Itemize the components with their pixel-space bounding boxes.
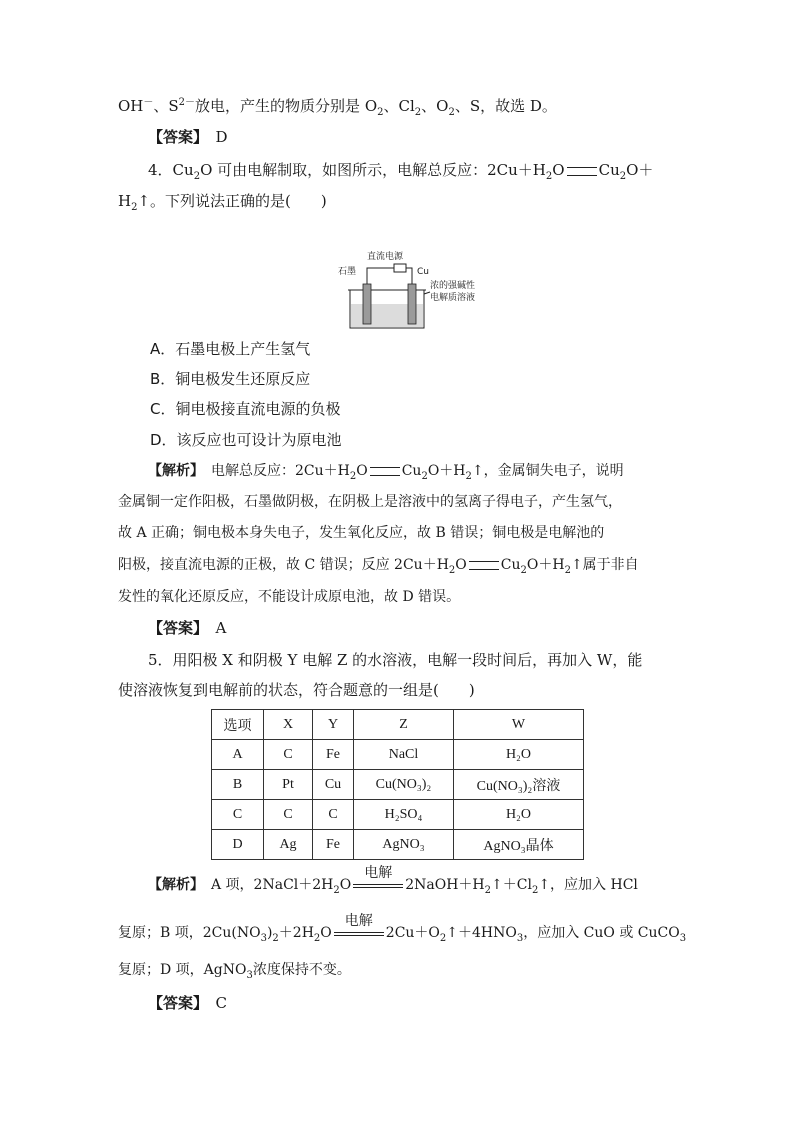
table-row — [212, 830, 584, 860]
q4-option-c: C．铜电极接直流电源的负极 — [150, 400, 341, 418]
answer-3: 【答案】 D — [148, 128, 228, 146]
q4-stem-line2: $H_2↑$。下列说法正确的是( ) — [118, 192, 327, 213]
table-cell: A — [212, 740, 264, 770]
q5-analysis-line3: 复原；D 项，AgNO$_3$浓度保持不变。 — [118, 962, 351, 981]
table-header: W — [454, 710, 584, 740]
graphite-electrode — [363, 284, 371, 324]
answer-4: 【答案】 A — [148, 619, 227, 637]
table-cell: D — [212, 830, 264, 860]
table-cell: Pt — [264, 770, 313, 800]
table-cell: Ag — [264, 830, 313, 860]
table-header: Z — [354, 710, 454, 740]
power-source-label: 直流电源 — [367, 252, 404, 262]
table-header-row — [212, 710, 584, 740]
wire-right — [406, 268, 412, 286]
table-cell: AgNO₃晶体 — [454, 830, 584, 860]
solution-label-2: 电解质溶液 — [430, 293, 476, 303]
table-cell: Cu(NO₃)₂溶液 — [454, 770, 584, 800]
table-cell: B — [212, 770, 264, 800]
table-cell: C — [212, 800, 264, 830]
table-cell: H₂SO₄ — [354, 800, 454, 830]
q5-options-table — [211, 709, 584, 860]
table-cell: Cu(NO₃)₂ — [354, 770, 454, 800]
q4-option-d: D．该反应也可设计为原电池 — [150, 431, 342, 449]
q4-analysis-line3: 故 A 正确；铜电极本身失电子，发生氧化反应，故 B 错误；铜电极是电解池的 — [118, 525, 605, 541]
q4-option-a: A．石墨电极上产生氢气 — [150, 340, 311, 358]
graphite-label: 石墨 — [338, 267, 357, 277]
wire-left — [367, 268, 394, 286]
table-header: X — [264, 710, 313, 740]
cu-label: Cu — [417, 267, 429, 277]
table-cell: H₂O — [454, 800, 584, 830]
table-row — [212, 800, 584, 830]
electrolysis-apparatus-figure — [334, 246, 494, 332]
answer-5: 【答案】 C — [148, 994, 228, 1012]
table-row — [212, 740, 584, 770]
q5-analysis-line2: 复原；B 项，$2Cu(NO_3)_2+2H_2O$ 电解 $2Cu+O_2↑+4HNO_3$，应加入 CuO 或 CuCO$_3$ — [118, 913, 687, 944]
q4-option-b: B．铜电极发生还原反应 — [150, 370, 311, 388]
electrolysis-condition: 电解 — [364, 865, 393, 881]
electrolysis-condition: 电解 — [344, 913, 373, 929]
table-cell: H₂O — [454, 740, 584, 770]
q4-analysis-line2: 金属铜一定作阳极，石墨做阴极，在阴极上是溶液中的氢离子得电子，产生氢气， — [118, 494, 622, 510]
q4-stem-line1: 4．$Cu_2O$ 可由电解制取，如图所示，电解总反应：$2Cu+H_2O$ $Cu_2O+$ — [148, 161, 654, 182]
table-cell: AgNO₃ — [354, 830, 454, 860]
table-cell: Fe — [313, 740, 354, 770]
table-cell: Fe — [313, 830, 354, 860]
table-cell: C — [264, 800, 313, 830]
q4-analysis-line5: 发性的氧化还原反应，不能设计成原电池，故 D 错误。 — [118, 589, 461, 605]
table-header: Y — [313, 710, 354, 740]
power-source-symbol — [394, 264, 406, 272]
q4-analysis-line1: 【解析】 电解总反应：$2Cu+H_2O$ $Cu_2O+H_2↑$，金属铜失电子，说明 — [148, 463, 624, 482]
q4-analysis-line4: 阳极，接直流电源的正极，故 C 错误；反应 $2Cu+H_2O$ $Cu_2O+H_2↑$属于非自 — [118, 557, 639, 576]
table-cell: C — [313, 800, 354, 830]
solution-label-1: 浓的强碱性 — [430, 281, 476, 291]
intro-line: OH－、$S^{2-}$放电，产生的物质分别是 $O_2$、$Cl_2$、$O_2$、S，故选 D。 — [118, 97, 557, 118]
q5-analysis-line1: 【解析】 A 项，$2NaCl+2H_2O$ 电解 $2NaOH+H_2↑+Cl_2↑$，应加入 HCl — [148, 865, 638, 896]
table-row — [212, 770, 584, 800]
table-cell: NaCl — [354, 740, 454, 770]
table-header: 选项 — [212, 710, 264, 740]
q5-stem-line1: 5．用阳极 X 和阴极 Y 电解 Z 的水溶液，电解一段时间后，再加入 W，能 — [148, 651, 643, 669]
table-cell: Cu — [313, 770, 354, 800]
table-cell: C — [264, 740, 313, 770]
q5-stem-line2: 使溶液恢复到电解前的状态，符合题意的一组是( ) — [118, 681, 475, 699]
copper-electrode — [408, 284, 416, 324]
